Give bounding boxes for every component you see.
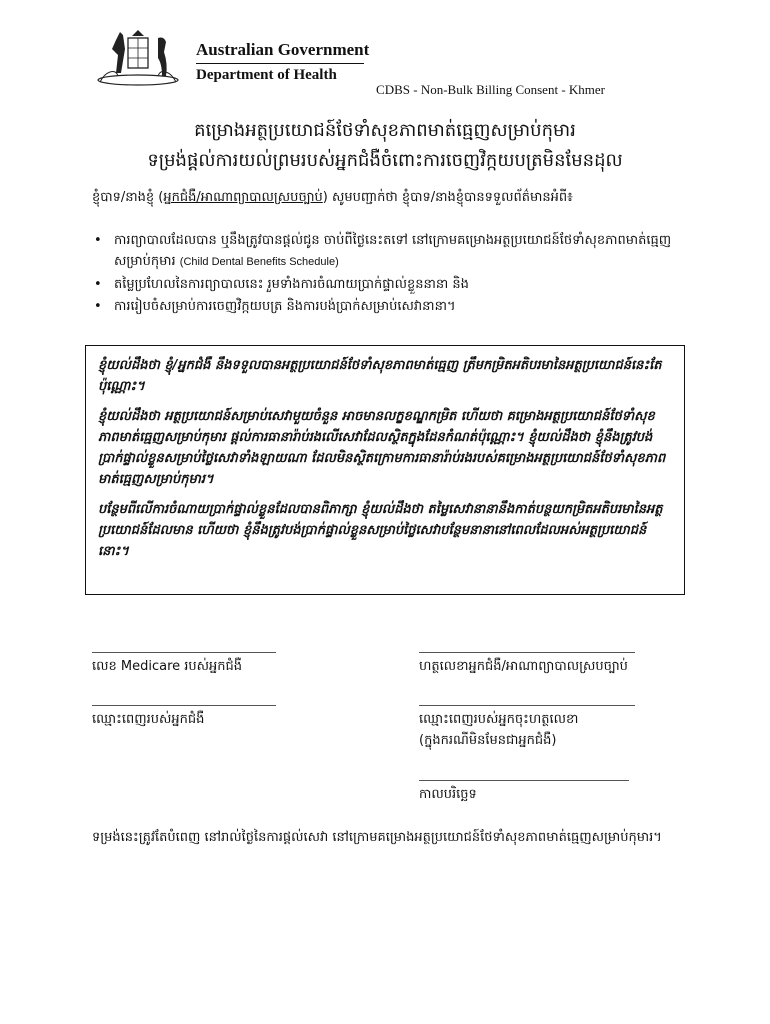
signature-line	[92, 705, 276, 706]
footer-note: ទម្រង់នេះត្រូវតែបំពេញ នៅរាល់ថ្ងៃនៃការផ្តល់សេវា នៅក្រោមគម្រោងអត្ថប្រយោជន៍ថែទាំសុខភាពមាត់ធ្មេញសម្រាប់កុមារ។	[92, 830, 662, 845]
list-item-text: ការព្យាបាលដែលបាន ឬនឹងត្រូវបានផ្តល់ជូន ចាប់ពីថ្ងៃនេះតទៅ នៅក្រោមគម្រោងអត្ថប្រយោជន៍ថែទាំសុខភាពមាត់ធ្មេញសម្រាប់កុមារ	[114, 233, 672, 269]
title-line-2: ទម្រង់ផ្តល់ការយល់ព្រមរបស់អ្នកជំងឺចំពោះការចេញវិក្កយបត្រមិនមែនដុល	[147, 150, 623, 171]
acknowledgement-paragraph: ខ្ញុំយល់ដឹងថា ខ្ញុំ/អ្នកជំងឺ នឹងទទួលបានអត្ថប្រយោជន៍ថែទាំសុខភាពមាត់ធ្មេញ ត្រឹមកម្រិតអតិបរមានៃអត្ថប្រយោជន៍នេះតែប៉ុណ្ណោះ។	[98, 358, 662, 394]
list-item	[92, 230, 688, 273]
patient-name-field[interactable]	[92, 705, 276, 730]
list-item	[92, 274, 688, 295]
acknowledgement-box	[85, 345, 685, 595]
signature-line	[419, 652, 635, 653]
acknowledgement-paragraph: បន្ថែមពីលើការចំណាយប្រាក់ផ្ទាល់ខ្លួនដែលបានពិភាក្សា ខ្ញុំយល់ដឹងថា តម្លៃសេវានានានឹងកាត់បន្ថយកម្រិតអតិបរមានៃអត្ថប្រយោជន៍ដែលមាន ហើយថា ខ្ញុំនឹងត្រូវបង់ប្រាក់ផ្ទាល់ខ្លួនសម្រាប់ថ្លៃសេវាបន្ថែមនានានៅពេលដែលអស់អត្ថប្រយោជន៍នោះ។	[98, 502, 663, 559]
date-label: កាលបរិច្ឆេទ	[419, 787, 477, 802]
medicare-number-field[interactable]	[92, 652, 276, 677]
information-list	[92, 230, 688, 318]
signature-line	[419, 780, 629, 781]
government-name: Australian Government	[196, 40, 370, 59]
medicare-number-label: លេខ Medicare របស់អ្នកជំងឺ	[92, 659, 243, 674]
patient-signature-label: ហត្ថលេខាអ្នកជំងឺ/អាណាព្យាបាលស្របច្បាប់	[419, 659, 628, 674]
header	[92, 26, 692, 97]
page-title	[40, 116, 730, 176]
list-item-text: ការរៀបចំសម្រាប់ការចេញវិក្កយបត្រ និងការបង់ប្រាក់សម្រាប់សេវានានា។	[114, 299, 456, 314]
acknowledgement-paragraph: ខ្ញុំយល់ដឹងថា អត្ថប្រយោជន៍សម្រាប់សេវាមួយចំនួន អាចមានលក្ខខណ្ឌកម្រិត ហើយថា គម្រោងអត្ថប្រយោជន៍ថែទាំសុខភាពមាត់ធ្មេញសម្រាប់កុមារ ផ្តល់ការធានារ៉ាប់រងលើសេវាដែលស្ថិតក្នុងដែនកំណត់ប៉ុណ្ណោះ។ ខ្ញុំយល់ដឹងថា ខ្ញុំនឹងត្រូវបង់ប្រាក់ផ្ទាល់ខ្លួនសម្រាប់ថ្លៃសេវាទាំងឡាយណា ដែលមិនស្ថិតក្រោមការធានារ៉ាប់រងរបស់គម្រោងអត្ថប្រយោជន៍ថែទាំសុខភាពមាត់ធ្មេញសម្រាប់កុមារ។	[98, 409, 666, 487]
date-field[interactable]	[419, 780, 629, 805]
header-divider	[196, 63, 364, 64]
signer-name-label: ឈ្មោះពេញរបស់អ្នកចុះហត្ថលេខា	[419, 712, 579, 727]
signer-name-note: (ក្នុងករណីមិនមែនជាអ្នកជំងឺ)	[419, 733, 557, 748]
coat-of-arms-icon	[92, 26, 184, 88]
signature-line	[419, 705, 635, 706]
signer-name-field[interactable]	[419, 705, 635, 751]
department-name: Department of Health	[196, 67, 337, 83]
list-item	[92, 296, 688, 317]
intro-after: ) សូមបញ្ជាក់ថា ខ្ញុំបាទ/នាងខ្ញុំបានទទួលព័ត៌មានអំពី៖	[322, 190, 573, 205]
patient-name-label: ឈ្មោះពេញរបស់អ្នកជំងឺ	[92, 712, 205, 727]
intro-underlined: អ្នកជំងឺ/អាណាព្យាបាលស្របច្បាប់	[163, 190, 323, 205]
patient-signature-field[interactable]	[419, 652, 635, 677]
list-item-text: តម្លៃប្រហែលនៃការព្យាបាលនេះ រួមទាំងការចំណាយប្រាក់ផ្ទាល់ខ្លួននានា និង	[114, 277, 469, 292]
title-line-1: គម្រោងអត្ថប្រយោជន៍ថែទាំសុខភាពមាត់ធ្មេញសម្រាប់កុមារ	[194, 120, 576, 141]
list-item-english-note: (Child Dental Benefits Schedule)	[179, 256, 339, 268]
signature-line	[92, 652, 276, 653]
intro-before: ខ្ញុំបាទ/នាងខ្ញុំ (	[92, 190, 164, 205]
intro-statement	[92, 188, 692, 208]
form-code: CDBS - Non-Bulk Billing Consent - Khmer	[376, 82, 605, 97]
